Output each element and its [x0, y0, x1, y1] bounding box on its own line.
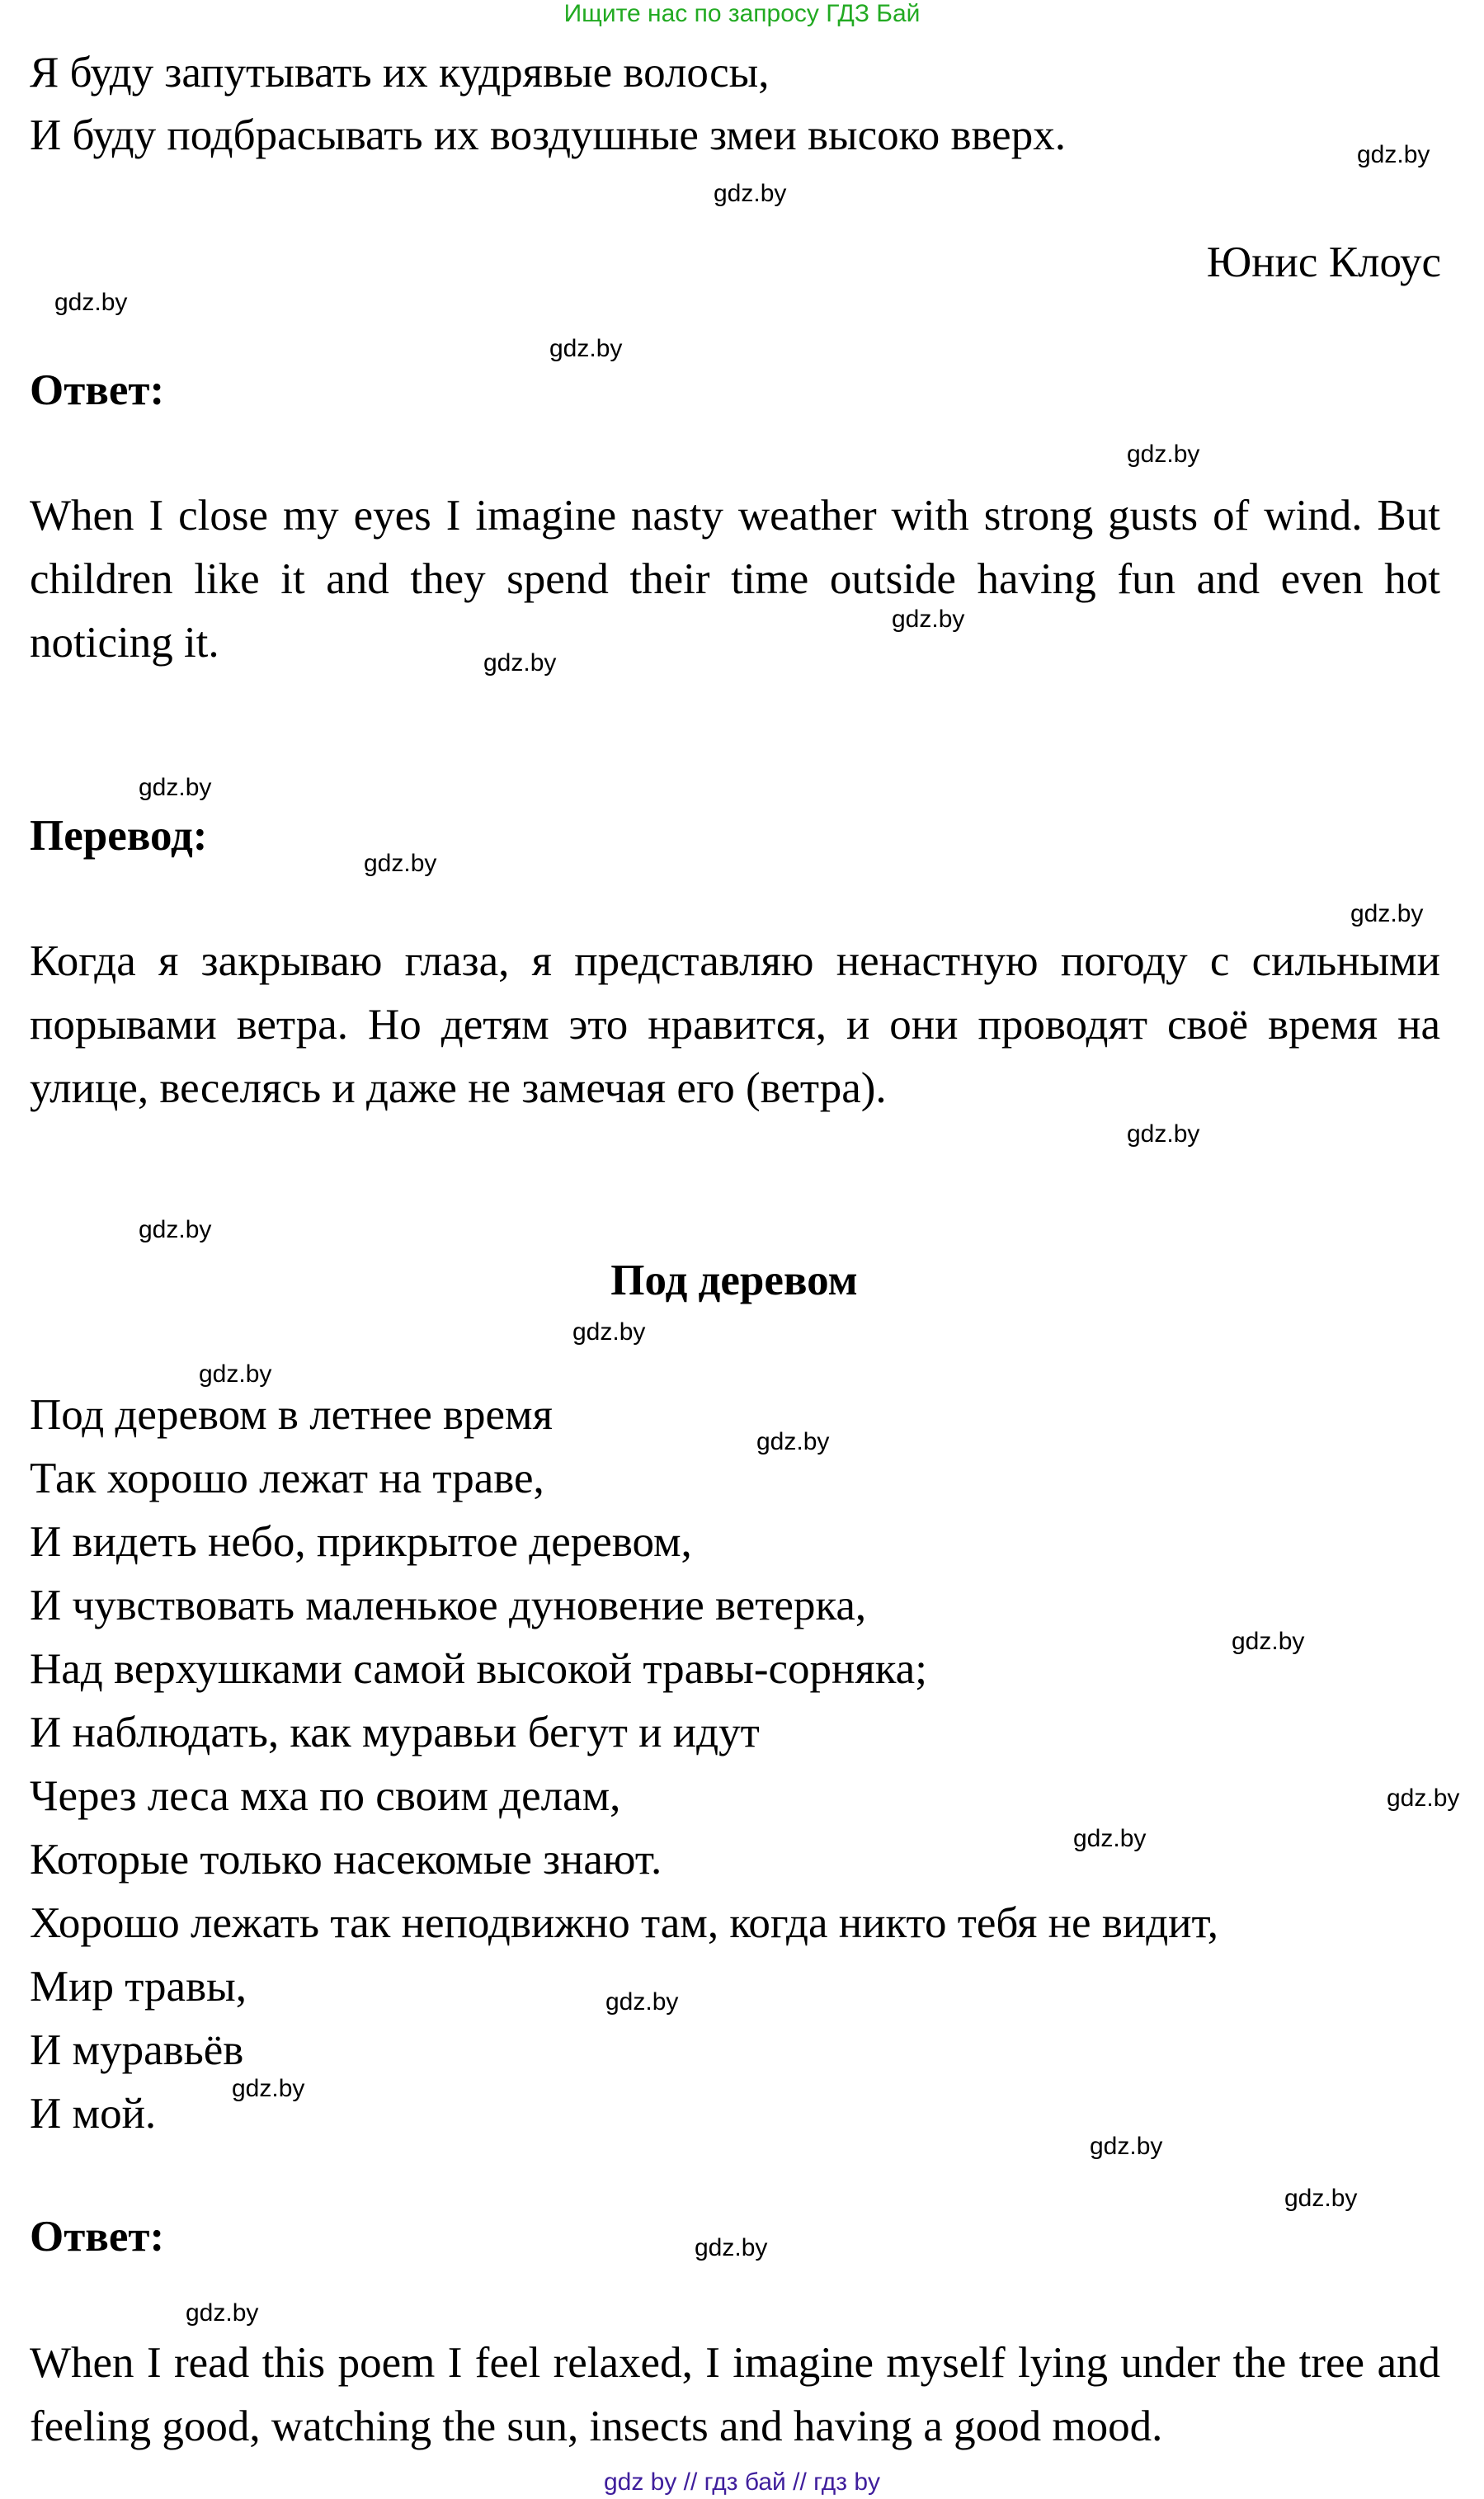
- poem2-line: Мир травы,: [30, 1963, 247, 2011]
- watermark: gdz.by: [483, 649, 557, 677]
- translation1-text: Когда я закрываю глаза, я представляю ненастную погоду с сильными порывами ветра. Но детям это нравится, и они проводят своё время на улице, веселясь и даже не замечая его (ветра).: [30, 937, 1440, 1112]
- watermark: gdz.by: [1073, 1825, 1147, 1852]
- watermark: gdz.by: [186, 2299, 259, 2327]
- answer2-text: When I read this poem I feel relaxed, I imagine myself lying under the tree and feeling good, watching the sun, insects and having a good mood.: [30, 2339, 1440, 2450]
- watermark: gdz.by: [364, 850, 437, 877]
- poem2-line: И видеть небо, прикрытое деревом,: [30, 1518, 692, 1566]
- poem2-line: Так хорошо лежат на траве,: [30, 1455, 544, 1502]
- answer1-text: When I close my eyes I imagine nasty weather with strong gusts of wind. But children like it and they spend their time outside having fun and even hot noticing it.: [30, 492, 1440, 667]
- poem2-line: Над верхушками самой высокой травы-сорняка;: [30, 1645, 927, 1693]
- poem2-title: Под деревом: [610, 1257, 858, 1304]
- poem1-line-1: Я буду запутывать их кудрявые волосы,: [30, 49, 770, 97]
- translation1-heading: Перевод:: [30, 812, 208, 860]
- poem1-author: Юнис Клоус: [1206, 238, 1441, 286]
- poem2-body: [30, 1384, 1218, 2146]
- top-banner: Ищите нас по запросу ГДЗ Бай: [563, 0, 921, 27]
- watermark: gdz.by: [572, 1318, 646, 1346]
- watermark: gdz.by: [1357, 141, 1430, 168]
- answer2-heading: Ответ:: [30, 2213, 165, 2261]
- watermark: gdz.by: [549, 335, 623, 362]
- poem2-line: И чувствовать маленькое дуновение ветерка,: [30, 1582, 867, 1629]
- watermark: gdz.by: [139, 774, 212, 801]
- watermark: gdz.by: [1284, 2185, 1358, 2212]
- watermark: gdz.by: [1127, 441, 1200, 468]
- watermark: gdz.by: [695, 2234, 768, 2261]
- poem2-line: И муравьёв: [30, 2026, 244, 2074]
- poem2-line: Под деревом в летнее время: [30, 1391, 553, 1439]
- watermark: gdz.by: [1232, 1628, 1305, 1655]
- watermark: gdz.by: [1350, 900, 1424, 927]
- watermark: gdz.by: [232, 2075, 305, 2102]
- footer-links: gdz by // гдз бай // гдз by: [603, 2468, 881, 2496]
- watermark: gdz.by: [1127, 1120, 1200, 1148]
- watermark: gdz.by: [1090, 2133, 1163, 2160]
- watermark: gdz.by: [892, 606, 965, 633]
- poem1-line-2: И буду подбрасывать их воздушные змеи высоко вверх.: [30, 111, 1066, 159]
- watermark: gdz.by: [199, 1360, 272, 1388]
- answer1-heading: Ответ:: [30, 366, 165, 414]
- watermark: gdz.by: [139, 1216, 212, 1243]
- watermark: gdz.by: [714, 180, 787, 207]
- watermark: gdz.by: [756, 1428, 830, 1455]
- poem2-line: И мой.: [30, 2090, 157, 2138]
- watermark: gdz.by: [605, 1988, 679, 2016]
- poem2-line: И наблюдать, как муравьи бегут и идут: [30, 1709, 760, 1756]
- watermark: gdz.by: [1387, 1785, 1460, 1812]
- poem2-line: Хорошо лежать так неподвижно там, когда никто тебя не видит,: [30, 1899, 1218, 1947]
- poem2-line: Которые только насекомые знают.: [30, 1836, 662, 1884]
- poem2-line: Через леса мха по своим делам,: [30, 1772, 621, 1820]
- watermark: gdz.by: [54, 289, 128, 316]
